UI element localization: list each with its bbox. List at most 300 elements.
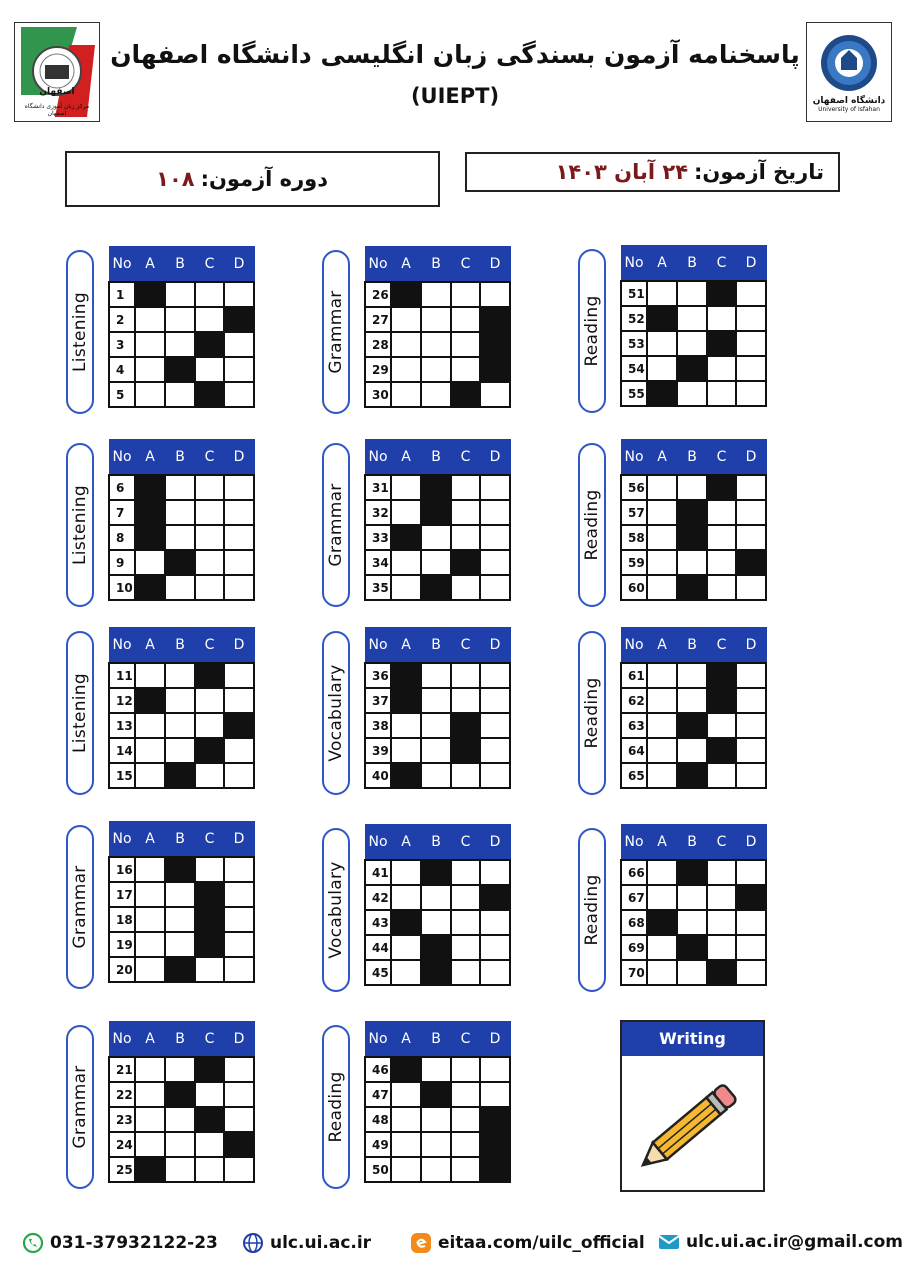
answer-row bbox=[365, 910, 510, 935]
answer-cell-d bbox=[736, 763, 766, 788]
answer-cell-b bbox=[165, 575, 195, 600]
section-label-text: Listening bbox=[70, 292, 90, 372]
answer-row bbox=[365, 713, 510, 738]
answer-row bbox=[109, 663, 254, 688]
answer-cell-d-marked bbox=[224, 713, 254, 738]
section-label-text: Grammar bbox=[326, 483, 346, 567]
answer-cell-c bbox=[195, 282, 224, 307]
question-number: 46 bbox=[365, 1057, 391, 1082]
question-number: 25 bbox=[109, 1157, 135, 1182]
answer-cell-c bbox=[195, 1157, 224, 1182]
answer-cell-c bbox=[451, 1057, 480, 1082]
answer-cell-b bbox=[421, 357, 451, 382]
grid-header-d: D bbox=[736, 246, 766, 282]
answer-cell-c bbox=[451, 935, 480, 960]
answer-cell-a-marked bbox=[135, 525, 165, 550]
section-label-reading bbox=[578, 443, 606, 607]
answer-row bbox=[109, 1107, 254, 1132]
section-label-text: Grammar bbox=[70, 1065, 90, 1149]
question-number: 9 bbox=[109, 550, 135, 575]
answer-cell-a-marked bbox=[391, 910, 421, 935]
grid-header-c: C bbox=[451, 440, 480, 476]
grid-header-d: D bbox=[736, 628, 766, 664]
answer-cell-c bbox=[195, 1082, 224, 1107]
question-number: 38 bbox=[365, 713, 391, 738]
answer-grid bbox=[364, 627, 511, 789]
answer-cell-a bbox=[647, 281, 677, 306]
grid-header-a: A bbox=[135, 822, 165, 858]
answer-cell-d bbox=[480, 738, 510, 763]
answer-cell-b-marked bbox=[421, 960, 451, 985]
grid-header-a: A bbox=[135, 1022, 165, 1058]
grid-header-c: C bbox=[707, 825, 736, 861]
answer-cell-b bbox=[677, 281, 707, 306]
grid-header-c: C bbox=[195, 1022, 224, 1058]
grid-header-a: A bbox=[135, 440, 165, 476]
answer-cell-d-marked bbox=[224, 1132, 254, 1157]
answer-cell-c bbox=[451, 500, 480, 525]
answer-cell-a-marked bbox=[391, 663, 421, 688]
answer-cell-c bbox=[195, 575, 224, 600]
grid-header-a: A bbox=[135, 628, 165, 664]
answer-cell-d-marked bbox=[480, 332, 510, 357]
answer-row bbox=[621, 960, 766, 985]
question-number: 43 bbox=[365, 910, 391, 935]
answer-cell-b bbox=[677, 381, 707, 406]
grid-header-c: C bbox=[451, 247, 480, 283]
answer-cell-d bbox=[480, 663, 510, 688]
answer-cell-d bbox=[736, 935, 766, 960]
grid-header-b: B bbox=[421, 1022, 451, 1058]
answer-row bbox=[365, 525, 510, 550]
question-number: 50 bbox=[365, 1157, 391, 1182]
question-number: 12 bbox=[109, 688, 135, 713]
answer-cell-a bbox=[391, 738, 421, 763]
answer-grid bbox=[620, 245, 767, 407]
section-label-grammar bbox=[322, 443, 350, 607]
answer-cell-b-marked bbox=[677, 860, 707, 885]
answer-cell-a bbox=[391, 860, 421, 885]
answer-row bbox=[365, 688, 510, 713]
answer-cell-b-marked bbox=[165, 1082, 195, 1107]
answer-row bbox=[621, 525, 766, 550]
answer-cell-c bbox=[195, 1132, 224, 1157]
answer-cell-d-marked bbox=[480, 1157, 510, 1182]
question-number: 7 bbox=[109, 500, 135, 525]
answer-cell-a-marked bbox=[647, 381, 677, 406]
answer-cell-d bbox=[480, 763, 510, 788]
section-label-text: Vocabulary bbox=[326, 861, 346, 959]
answer-cell-d bbox=[480, 475, 510, 500]
answer-cell-b bbox=[165, 688, 195, 713]
language-center-logo bbox=[14, 22, 100, 122]
answer-cell-c bbox=[195, 357, 224, 382]
answer-cell-c-marked bbox=[707, 281, 736, 306]
question-number: 6 bbox=[109, 475, 135, 500]
writing-header: Writing bbox=[622, 1022, 763, 1056]
answer-cell-b bbox=[421, 663, 451, 688]
question-number: 60 bbox=[621, 575, 647, 600]
answer-cell-c-marked bbox=[195, 663, 224, 688]
answer-cell-a-marked bbox=[135, 1157, 165, 1182]
section-label-grammar bbox=[66, 1025, 94, 1189]
answer-row bbox=[365, 663, 510, 688]
answer-cell-b-marked bbox=[165, 357, 195, 382]
answer-row bbox=[109, 882, 254, 907]
answer-cell-a bbox=[135, 857, 165, 882]
answer-cell-b bbox=[421, 688, 451, 713]
email-icon bbox=[658, 1233, 680, 1251]
answer-grid bbox=[620, 627, 767, 789]
answer-row bbox=[109, 500, 254, 525]
answer-row bbox=[621, 763, 766, 788]
question-number: 20 bbox=[109, 957, 135, 982]
grid-header-c: C bbox=[451, 825, 480, 861]
answer-cell-a bbox=[647, 935, 677, 960]
answer-cell-b-marked bbox=[421, 860, 451, 885]
answer-grid bbox=[364, 824, 511, 986]
answer-cell-a-marked bbox=[135, 475, 165, 500]
answer-cell-d bbox=[224, 525, 254, 550]
answer-cell-d-marked bbox=[480, 1132, 510, 1157]
section-label-text: Listening bbox=[70, 485, 90, 565]
question-number: 45 bbox=[365, 960, 391, 985]
answer-cell-a bbox=[647, 763, 677, 788]
answer-cell-a bbox=[391, 1132, 421, 1157]
answer-cell-c-marked bbox=[195, 882, 224, 907]
answer-row bbox=[109, 857, 254, 882]
answer-cell-b bbox=[165, 1157, 195, 1182]
answer-cell-c bbox=[451, 575, 480, 600]
grid-header-c: C bbox=[195, 628, 224, 664]
grid-header-no: No bbox=[109, 628, 135, 664]
answer-row bbox=[365, 960, 510, 985]
answer-cell-c bbox=[707, 860, 736, 885]
answer-cell-d bbox=[224, 882, 254, 907]
grid-header-no: No bbox=[365, 440, 391, 476]
grid-header-a: A bbox=[391, 440, 421, 476]
question-number: 22 bbox=[109, 1082, 135, 1107]
answer-row bbox=[621, 885, 766, 910]
answer-cell-a bbox=[391, 307, 421, 332]
answer-cell-c bbox=[707, 306, 736, 331]
grid-header-no: No bbox=[621, 825, 647, 861]
answer-cell-c bbox=[707, 763, 736, 788]
answer-cell-a-marked bbox=[391, 282, 421, 307]
answer-cell-a bbox=[391, 382, 421, 407]
answer-cell-b bbox=[421, 1057, 451, 1082]
grid-header-c: C bbox=[195, 247, 224, 283]
question-number: 24 bbox=[109, 1132, 135, 1157]
footer-phone-text: 031-37932122-23 bbox=[50, 1233, 218, 1253]
answer-cell-d bbox=[736, 381, 766, 406]
answer-cell-a bbox=[391, 935, 421, 960]
question-number: 37 bbox=[365, 688, 391, 713]
answer-row bbox=[621, 935, 766, 960]
question-number: 48 bbox=[365, 1107, 391, 1132]
answer-cell-c bbox=[451, 885, 480, 910]
answer-cell-d bbox=[480, 525, 510, 550]
grid-header-b: B bbox=[421, 440, 451, 476]
answer-cell-b bbox=[421, 282, 451, 307]
answer-row bbox=[109, 307, 254, 332]
answer-cell-d bbox=[224, 1082, 254, 1107]
answer-grid bbox=[108, 246, 255, 408]
answer-row bbox=[109, 575, 254, 600]
section-label-text: Reading bbox=[582, 874, 602, 946]
answer-cell-b bbox=[677, 688, 707, 713]
grid-header-a: A bbox=[647, 628, 677, 664]
answer-cell-b-marked bbox=[677, 935, 707, 960]
answer-cell-b-marked bbox=[165, 550, 195, 575]
question-number: 10 bbox=[109, 575, 135, 600]
answer-row bbox=[621, 500, 766, 525]
answer-cell-d bbox=[736, 688, 766, 713]
grid-header-c: C bbox=[707, 628, 736, 664]
answer-cell-b bbox=[677, 306, 707, 331]
answer-cell-a-marked bbox=[135, 282, 165, 307]
grid-header-a: A bbox=[391, 825, 421, 861]
answer-row bbox=[109, 1057, 254, 1082]
answer-grid bbox=[620, 824, 767, 986]
footer-email[interactable] bbox=[658, 1232, 903, 1252]
answer-cell-a bbox=[391, 885, 421, 910]
answer-cell-a bbox=[135, 1082, 165, 1107]
answer-cell-b bbox=[165, 882, 195, 907]
section-label-reading bbox=[578, 631, 606, 795]
section-label-text: Reading bbox=[582, 677, 602, 749]
answer-cell-a bbox=[135, 1107, 165, 1132]
question-number: 40 bbox=[365, 763, 391, 788]
answer-cell-b bbox=[165, 307, 195, 332]
answer-cell-d-marked bbox=[480, 885, 510, 910]
answer-row bbox=[621, 575, 766, 600]
answer-row bbox=[365, 550, 510, 575]
answer-cell-c-marked bbox=[707, 738, 736, 763]
answer-cell-a bbox=[391, 960, 421, 985]
section-label-text: Listening bbox=[70, 673, 90, 753]
answer-row bbox=[621, 281, 766, 306]
grid-header-a: A bbox=[647, 440, 677, 476]
question-number: 27 bbox=[365, 307, 391, 332]
answer-cell-b bbox=[421, 885, 451, 910]
answer-row bbox=[365, 575, 510, 600]
answer-cell-c bbox=[451, 688, 480, 713]
globe-icon bbox=[242, 1232, 264, 1254]
question-number: 55 bbox=[621, 381, 647, 406]
grid-header-c: C bbox=[707, 440, 736, 476]
answer-cell-b bbox=[165, 282, 195, 307]
answer-cell-a bbox=[391, 713, 421, 738]
answer-cell-a-marked bbox=[135, 688, 165, 713]
answer-row bbox=[621, 331, 766, 356]
answer-cell-d bbox=[224, 907, 254, 932]
answer-cell-a bbox=[135, 550, 165, 575]
answer-cell-d bbox=[224, 932, 254, 957]
grid-header-a: A bbox=[647, 246, 677, 282]
question-number: 39 bbox=[365, 738, 391, 763]
footer-website-text: ulc.ui.ac.ir bbox=[270, 1233, 372, 1253]
answer-cell-a-marked bbox=[391, 1057, 421, 1082]
question-number: 5 bbox=[109, 382, 135, 407]
grid-header-no: No bbox=[621, 628, 647, 664]
answer-cell-d bbox=[480, 282, 510, 307]
answer-cell-d bbox=[480, 550, 510, 575]
question-number: 4 bbox=[109, 357, 135, 382]
answer-cell-b bbox=[677, 885, 707, 910]
question-number: 61 bbox=[621, 663, 647, 688]
answer-cell-c bbox=[195, 475, 224, 500]
answer-cell-b bbox=[421, 550, 451, 575]
grid-header-a: A bbox=[391, 247, 421, 283]
answer-cell-b bbox=[165, 738, 195, 763]
grid-header-c: C bbox=[451, 628, 480, 664]
question-number: 47 bbox=[365, 1082, 391, 1107]
question-number: 29 bbox=[365, 357, 391, 382]
section-label-grammar bbox=[322, 250, 350, 414]
answer-grid bbox=[364, 246, 511, 408]
answer-cell-a bbox=[135, 382, 165, 407]
answer-cell-a-marked bbox=[391, 525, 421, 550]
answer-cell-b bbox=[677, 960, 707, 985]
answer-row bbox=[621, 738, 766, 763]
pencil-icon bbox=[622, 1056, 763, 1190]
answer-row bbox=[365, 1132, 510, 1157]
answer-cell-c bbox=[451, 1157, 480, 1182]
answer-grid bbox=[364, 1021, 511, 1183]
answer-row bbox=[365, 332, 510, 357]
answer-cell-d bbox=[480, 960, 510, 985]
footer-phone[interactable] bbox=[22, 1232, 218, 1254]
answer-cell-d bbox=[224, 763, 254, 788]
whatsapp-icon bbox=[22, 1232, 44, 1254]
answer-cell-c-marked bbox=[195, 1107, 224, 1132]
answer-cell-c bbox=[707, 575, 736, 600]
answer-cell-d bbox=[736, 713, 766, 738]
answer-cell-c-marked bbox=[451, 382, 480, 407]
answer-cell-d bbox=[480, 860, 510, 885]
language-center-logo-text: مرکز زبان آموزی دانشگاه اصفهان bbox=[24, 103, 90, 117]
grid-header-no: No bbox=[365, 247, 391, 283]
answer-cell-b bbox=[165, 663, 195, 688]
question-number: 26 bbox=[365, 282, 391, 307]
question-number: 67 bbox=[621, 885, 647, 910]
grid-header-no: No bbox=[109, 247, 135, 283]
question-number: 56 bbox=[621, 475, 647, 500]
answer-cell-a-marked bbox=[647, 910, 677, 935]
answer-cell-d-marked bbox=[480, 1107, 510, 1132]
answer-cell-c-marked bbox=[707, 475, 736, 500]
question-number: 32 bbox=[365, 500, 391, 525]
answer-cell-c bbox=[195, 763, 224, 788]
answer-cell-d bbox=[480, 500, 510, 525]
answer-cell-d bbox=[224, 1057, 254, 1082]
answer-cell-a bbox=[647, 713, 677, 738]
university-logo-text: دانشگاه اصفهان bbox=[812, 95, 886, 106]
question-number: 11 bbox=[109, 663, 135, 688]
section-label-listening bbox=[66, 443, 94, 607]
answer-cell-a bbox=[135, 907, 165, 932]
exam-round-box bbox=[65, 151, 440, 207]
answer-cell-c bbox=[707, 381, 736, 406]
answer-cell-c bbox=[195, 713, 224, 738]
answer-cell-a bbox=[135, 738, 165, 763]
answer-row bbox=[109, 957, 254, 982]
answer-cell-a bbox=[135, 357, 165, 382]
grid-header-c: C bbox=[707, 246, 736, 282]
exam-round-label: دوره آزمون: bbox=[200, 167, 328, 191]
question-number: 15 bbox=[109, 763, 135, 788]
answer-cell-b bbox=[677, 738, 707, 763]
grid-header-d: D bbox=[480, 440, 510, 476]
footer-website[interactable] bbox=[242, 1232, 371, 1254]
footer-eitaa[interactable] bbox=[410, 1232, 645, 1254]
answer-cell-d bbox=[736, 525, 766, 550]
grid-header-d: D bbox=[224, 628, 254, 664]
answer-cell-a bbox=[135, 882, 165, 907]
answer-row bbox=[109, 1082, 254, 1107]
answer-cell-a bbox=[391, 1107, 421, 1132]
answer-cell-c-marked bbox=[195, 382, 224, 407]
answer-cell-a bbox=[647, 688, 677, 713]
grid-header-c: C bbox=[195, 822, 224, 858]
answer-cell-b-marked bbox=[421, 575, 451, 600]
answer-cell-d bbox=[224, 357, 254, 382]
answer-cell-b bbox=[421, 332, 451, 357]
answer-cell-b-marked bbox=[421, 935, 451, 960]
answer-cell-b bbox=[421, 738, 451, 763]
answer-cell-c bbox=[195, 857, 224, 882]
section-label-text: Reading bbox=[582, 295, 602, 367]
answer-row bbox=[365, 357, 510, 382]
answer-cell-b-marked bbox=[677, 525, 707, 550]
answer-cell-c bbox=[195, 525, 224, 550]
answer-cell-c bbox=[451, 1107, 480, 1132]
question-number: 31 bbox=[365, 475, 391, 500]
grid-header-b: B bbox=[421, 628, 451, 664]
answer-cell-a-marked bbox=[391, 763, 421, 788]
question-number: 52 bbox=[621, 306, 647, 331]
answer-cell-c-marked bbox=[451, 713, 480, 738]
answer-cell-c-marked bbox=[707, 688, 736, 713]
grid-header-d: D bbox=[736, 440, 766, 476]
grid-header-a: A bbox=[391, 1022, 421, 1058]
section-label-reading bbox=[578, 249, 606, 413]
answer-cell-b bbox=[421, 1157, 451, 1182]
grid-header-b: B bbox=[165, 247, 195, 283]
grid-header-c: C bbox=[451, 1022, 480, 1058]
grid-header-b: B bbox=[421, 825, 451, 861]
question-number: 49 bbox=[365, 1132, 391, 1157]
answer-cell-b-marked bbox=[165, 957, 195, 982]
answer-row bbox=[365, 1082, 510, 1107]
answer-cell-c bbox=[195, 957, 224, 982]
section-label-listening bbox=[66, 250, 94, 414]
answer-row bbox=[621, 860, 766, 885]
question-number: 65 bbox=[621, 763, 647, 788]
answer-cell-b-marked bbox=[421, 475, 451, 500]
grid-header-a: A bbox=[647, 825, 677, 861]
answer-cell-d bbox=[224, 382, 254, 407]
answer-cell-d bbox=[224, 957, 254, 982]
writing-section bbox=[620, 1020, 765, 1192]
answer-cell-a-marked bbox=[647, 306, 677, 331]
answer-cell-c bbox=[451, 357, 480, 382]
page-subtitle: (UIEPT) bbox=[410, 84, 500, 108]
answer-cell-c-marked bbox=[195, 738, 224, 763]
answer-cell-a bbox=[391, 1082, 421, 1107]
answer-cell-b-marked bbox=[165, 763, 195, 788]
